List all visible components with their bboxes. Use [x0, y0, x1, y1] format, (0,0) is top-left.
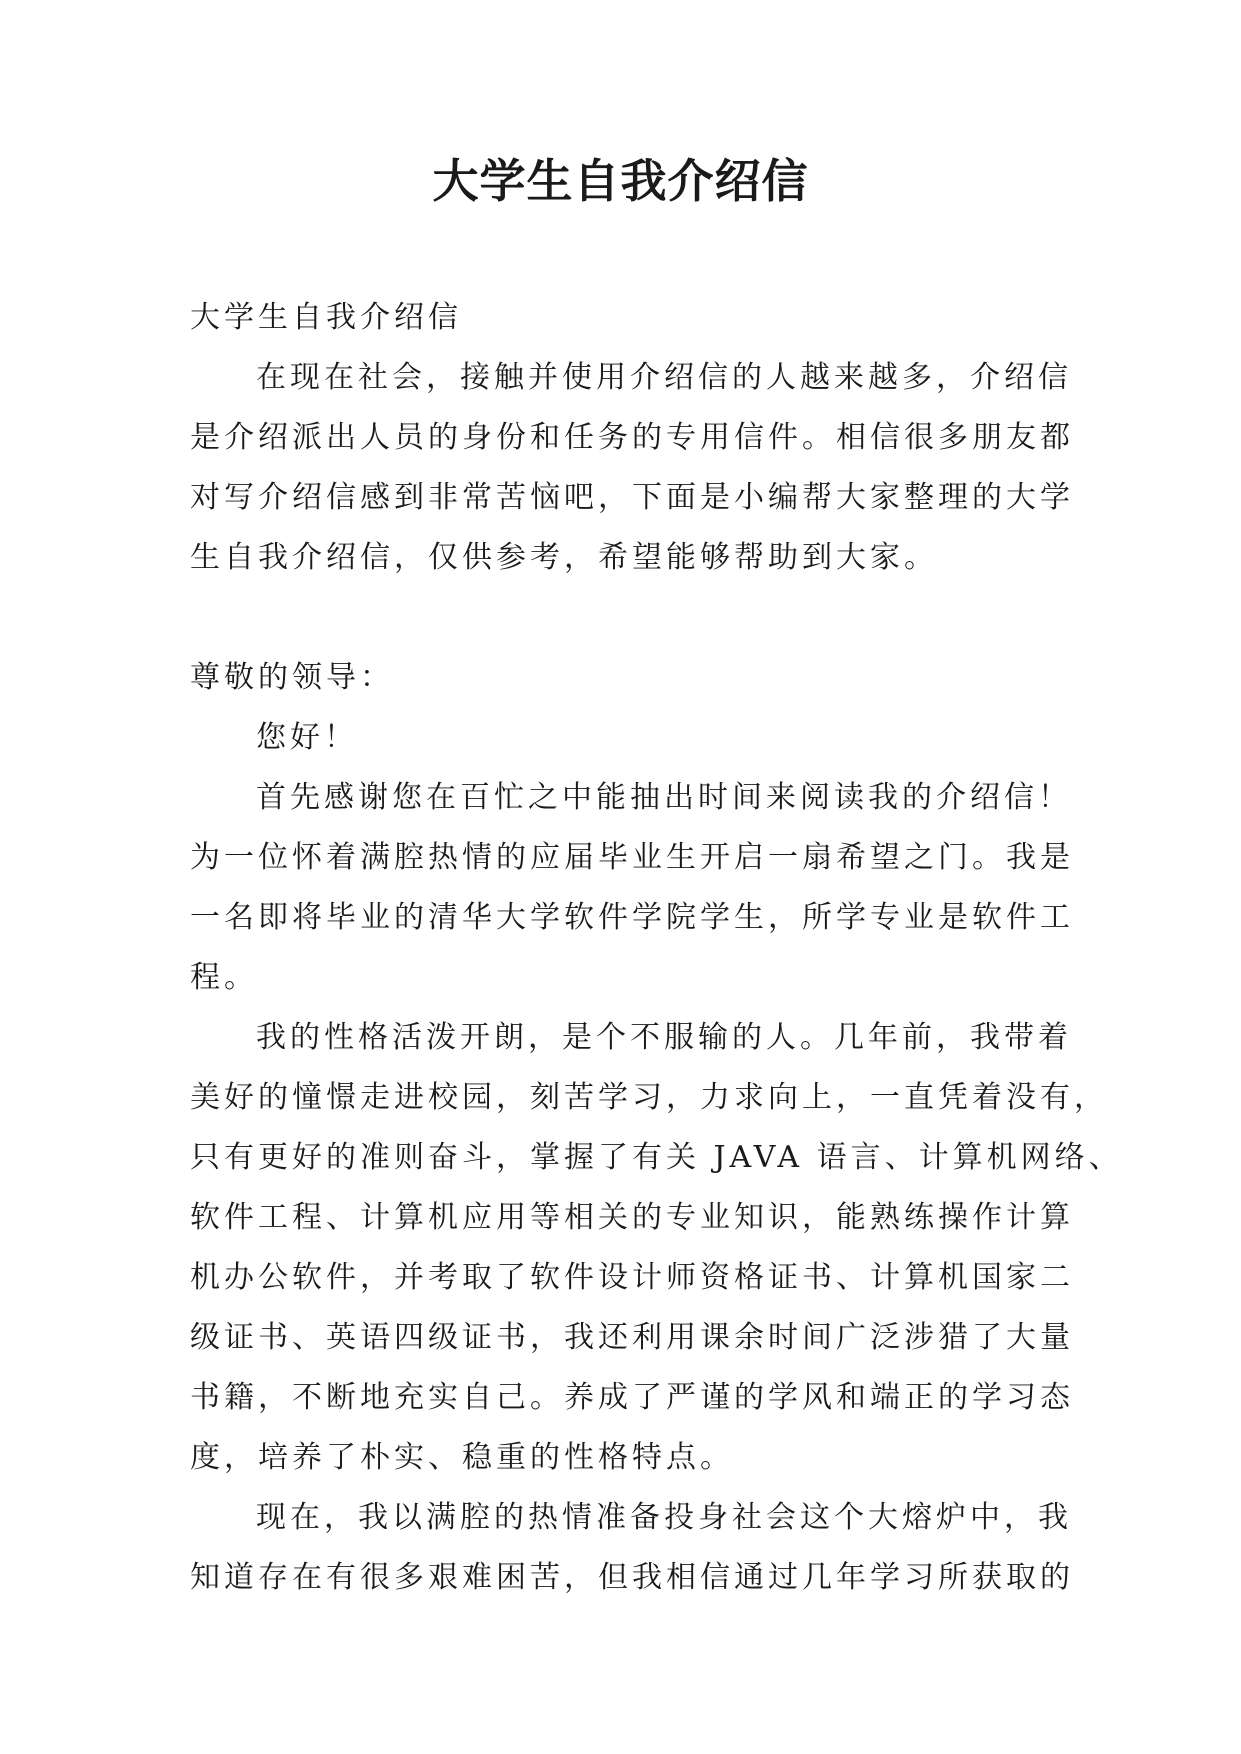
document-body	[190, 288, 1123, 1608]
paragraph-gap	[190, 588, 1050, 648]
letter-line: 书籍，不断地充实自己。养成了严谨的学风和端正的学习态	[190, 1380, 1074, 1415]
greeting-line: 您好！	[256, 720, 358, 755]
letter-line: 首先感谢您在百忙之中能抽出时间来阅读我的介绍信！	[256, 780, 1072, 815]
letter-line: 美好的憧憬走进校园，刻苦学习，力求向上，一直凭着没有，	[190, 1080, 1108, 1115]
letter-line: 现在，我以满腔的热情准备投身社会这个大熔炉中，我	[256, 1500, 1072, 1535]
intro-line: 是介绍派出人员的身份和任务的专用信件。相信很多朋友都	[190, 420, 1074, 455]
letter-line: 度，培养了朴实、稳重的性格特点。	[190, 1440, 734, 1475]
letter-line: 为一位怀着满腔热情的应届毕业生开启一扇希望之门。我是	[190, 840, 1074, 875]
letter-line: 只有更好的准则奋斗，掌握了有关 JAVA 语言、计算机网络、	[190, 1140, 1123, 1175]
letter-line: 一名即将毕业的清华大学软件学院学生，所学专业是软件工	[190, 900, 1074, 935]
letter-line: 机办公软件，并考取了软件设计师资格证书、计算机国家二	[190, 1260, 1074, 1295]
letter-line: 程。	[190, 960, 258, 995]
intro-line: 对写介绍信感到非常苦恼吧，下面是小编帮大家整理的大学	[190, 480, 1074, 515]
letter-line: 知道存在有很多艰难困苦，但我相信通过几年学习所获取的	[190, 1560, 1074, 1595]
intro-line: 在现在社会，接触并使用介绍信的人越来越多，介绍信	[256, 360, 1072, 395]
letter-line: 级证书、英语四级证书，我还利用课余时间广泛涉猎了大量	[190, 1320, 1074, 1355]
subtitle-line: 大学生自我介绍信	[190, 300, 462, 335]
letter-line: 软件工程、计算机应用等相关的专业知识，能熟练操作计算	[190, 1200, 1074, 1235]
salutation-line: 尊敬的领导：	[190, 660, 394, 695]
letter-line: 我的性格活泼开朗，是个不服输的人。几年前，我带着	[256, 1020, 1072, 1055]
document-title: 大学生自我介绍信	[432, 154, 809, 208]
intro-line: 生自我介绍信，仅供参考，希望能够帮助到大家。	[190, 540, 938, 575]
